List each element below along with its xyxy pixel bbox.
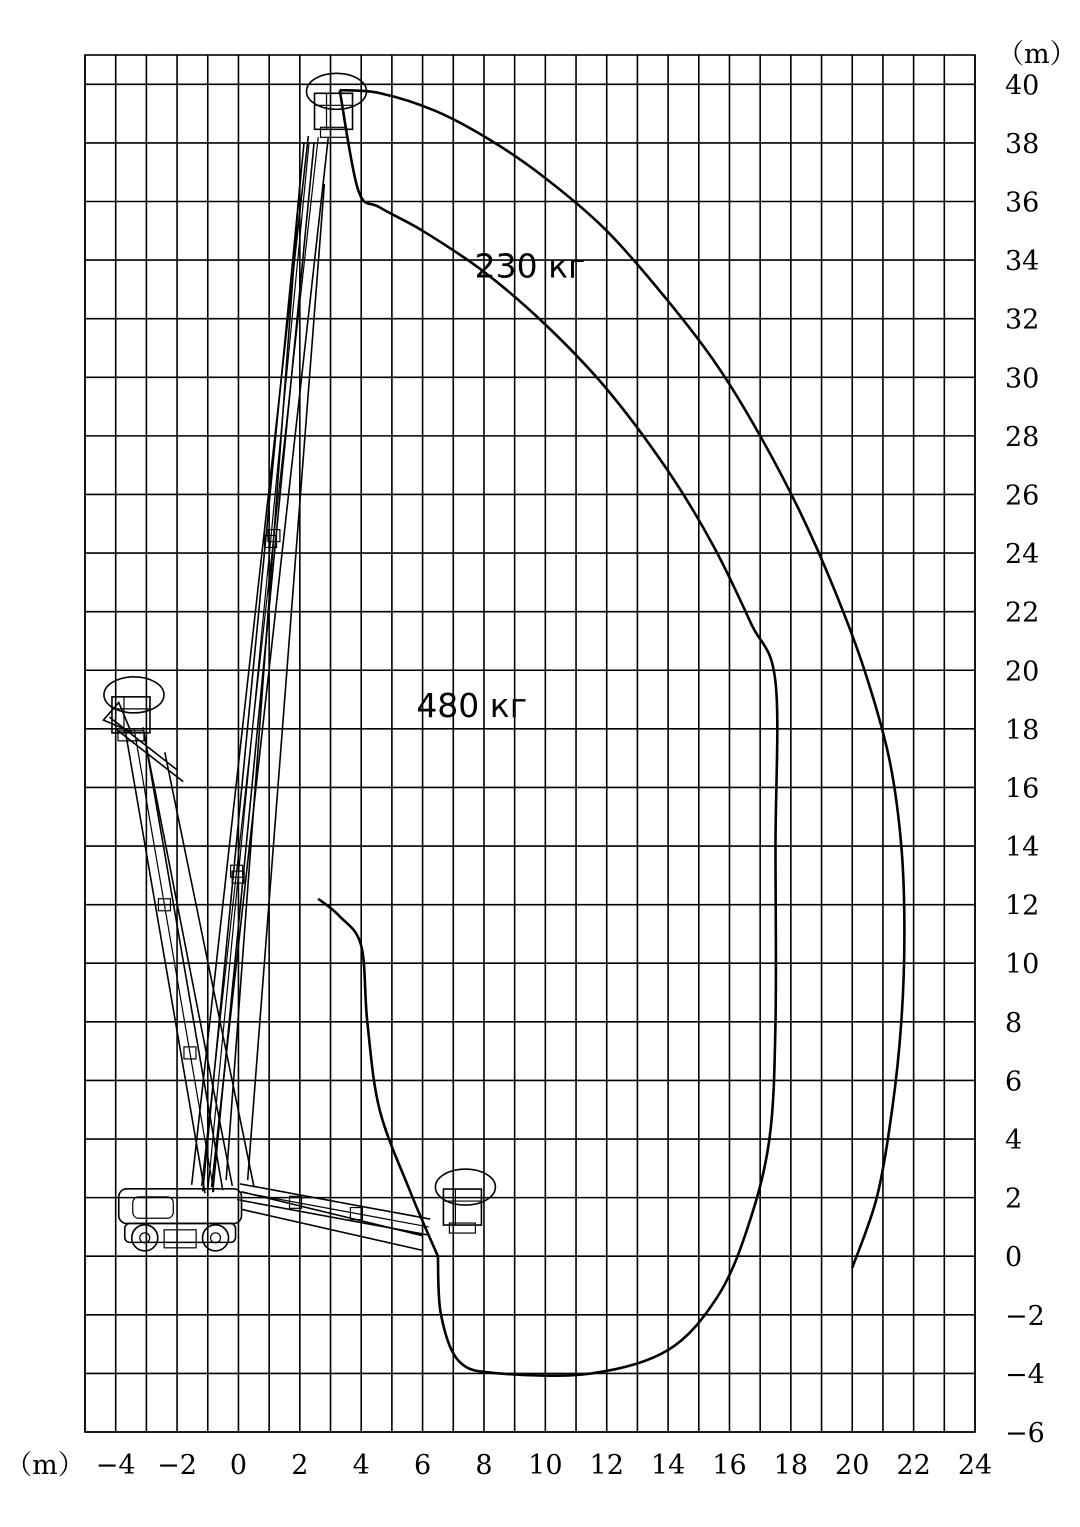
x-tick-label: 14 (650, 1450, 686, 1481)
boom-stowed-ground (237, 1184, 430, 1235)
x-tick-label: 10 (528, 1450, 563, 1481)
x-tick-label: 16 (712, 1450, 747, 1481)
y-tick-label: −6 (1005, 1418, 1045, 1449)
x-tick-label: 12 (589, 1450, 624, 1481)
x-tick-label: 20 (835, 1450, 870, 1481)
y-tick-label: 0 (1005, 1242, 1023, 1274)
x-axis-unit: （m） (5, 1450, 85, 1481)
capacity-label-0: 230 кг (474, 246, 586, 286)
x-tick-label: 6 (413, 1450, 432, 1481)
y-tick-label: 12 (1005, 890, 1040, 922)
x-tick-label: 8 (475, 1450, 493, 1481)
x-tick-label: 18 (773, 1450, 809, 1481)
y-tick-label: 36 (1005, 187, 1040, 219)
y-tick-label: 26 (1005, 480, 1040, 512)
y-tick-label: −4 (1005, 1359, 1045, 1391)
basket-raised (307, 73, 367, 137)
x-tick-label: 2 (291, 1450, 309, 1481)
y-tick-label: 8 (1005, 1007, 1023, 1039)
y-tick-label: 18 (1005, 714, 1040, 746)
x-tick-label: 4 (352, 1450, 370, 1481)
y-axis-unit: （m） (997, 39, 1077, 70)
y-tick-label: −2 (1005, 1300, 1045, 1332)
y-tick-label: 34 (1005, 246, 1040, 278)
y-tick-label: 4 (1005, 1125, 1023, 1157)
envelope-curve-2 (318, 899, 438, 1256)
y-tick-label: 32 (1005, 304, 1040, 336)
y-tick-label: 6 (1005, 1066, 1023, 1098)
y-tick-label: 2 (1005, 1183, 1023, 1215)
work-envelopes (318, 90, 904, 1375)
x-tick-label: −4 (95, 1450, 136, 1481)
x-tick-label: −2 (157, 1450, 197, 1481)
y-tick-label: 38 (1005, 128, 1040, 160)
y-tick-label: 22 (1005, 597, 1040, 629)
capacity-label-1: 480 кг (416, 686, 528, 726)
basket-ground (435, 1169, 495, 1233)
envelope-curve-0 (340, 90, 905, 1268)
y-tick-label: 24 (1005, 539, 1040, 571)
x-tick-label: 0 (229, 1450, 248, 1481)
y-tick-label: 10 (1005, 949, 1040, 981)
y-tick-label: 14 (1005, 832, 1040, 864)
x-tick-label: 22 (896, 1450, 931, 1481)
y-tick-label: 40 (1005, 70, 1040, 102)
basket-mid-reach (104, 677, 164, 741)
x-tick-label: 24 (957, 1450, 993, 1481)
y-tick-label: 28 (1005, 421, 1040, 453)
y-tick-label: 16 (1005, 773, 1040, 805)
y-tick-label: 30 (1005, 363, 1040, 395)
y-tick-label: 20 (1005, 656, 1040, 688)
